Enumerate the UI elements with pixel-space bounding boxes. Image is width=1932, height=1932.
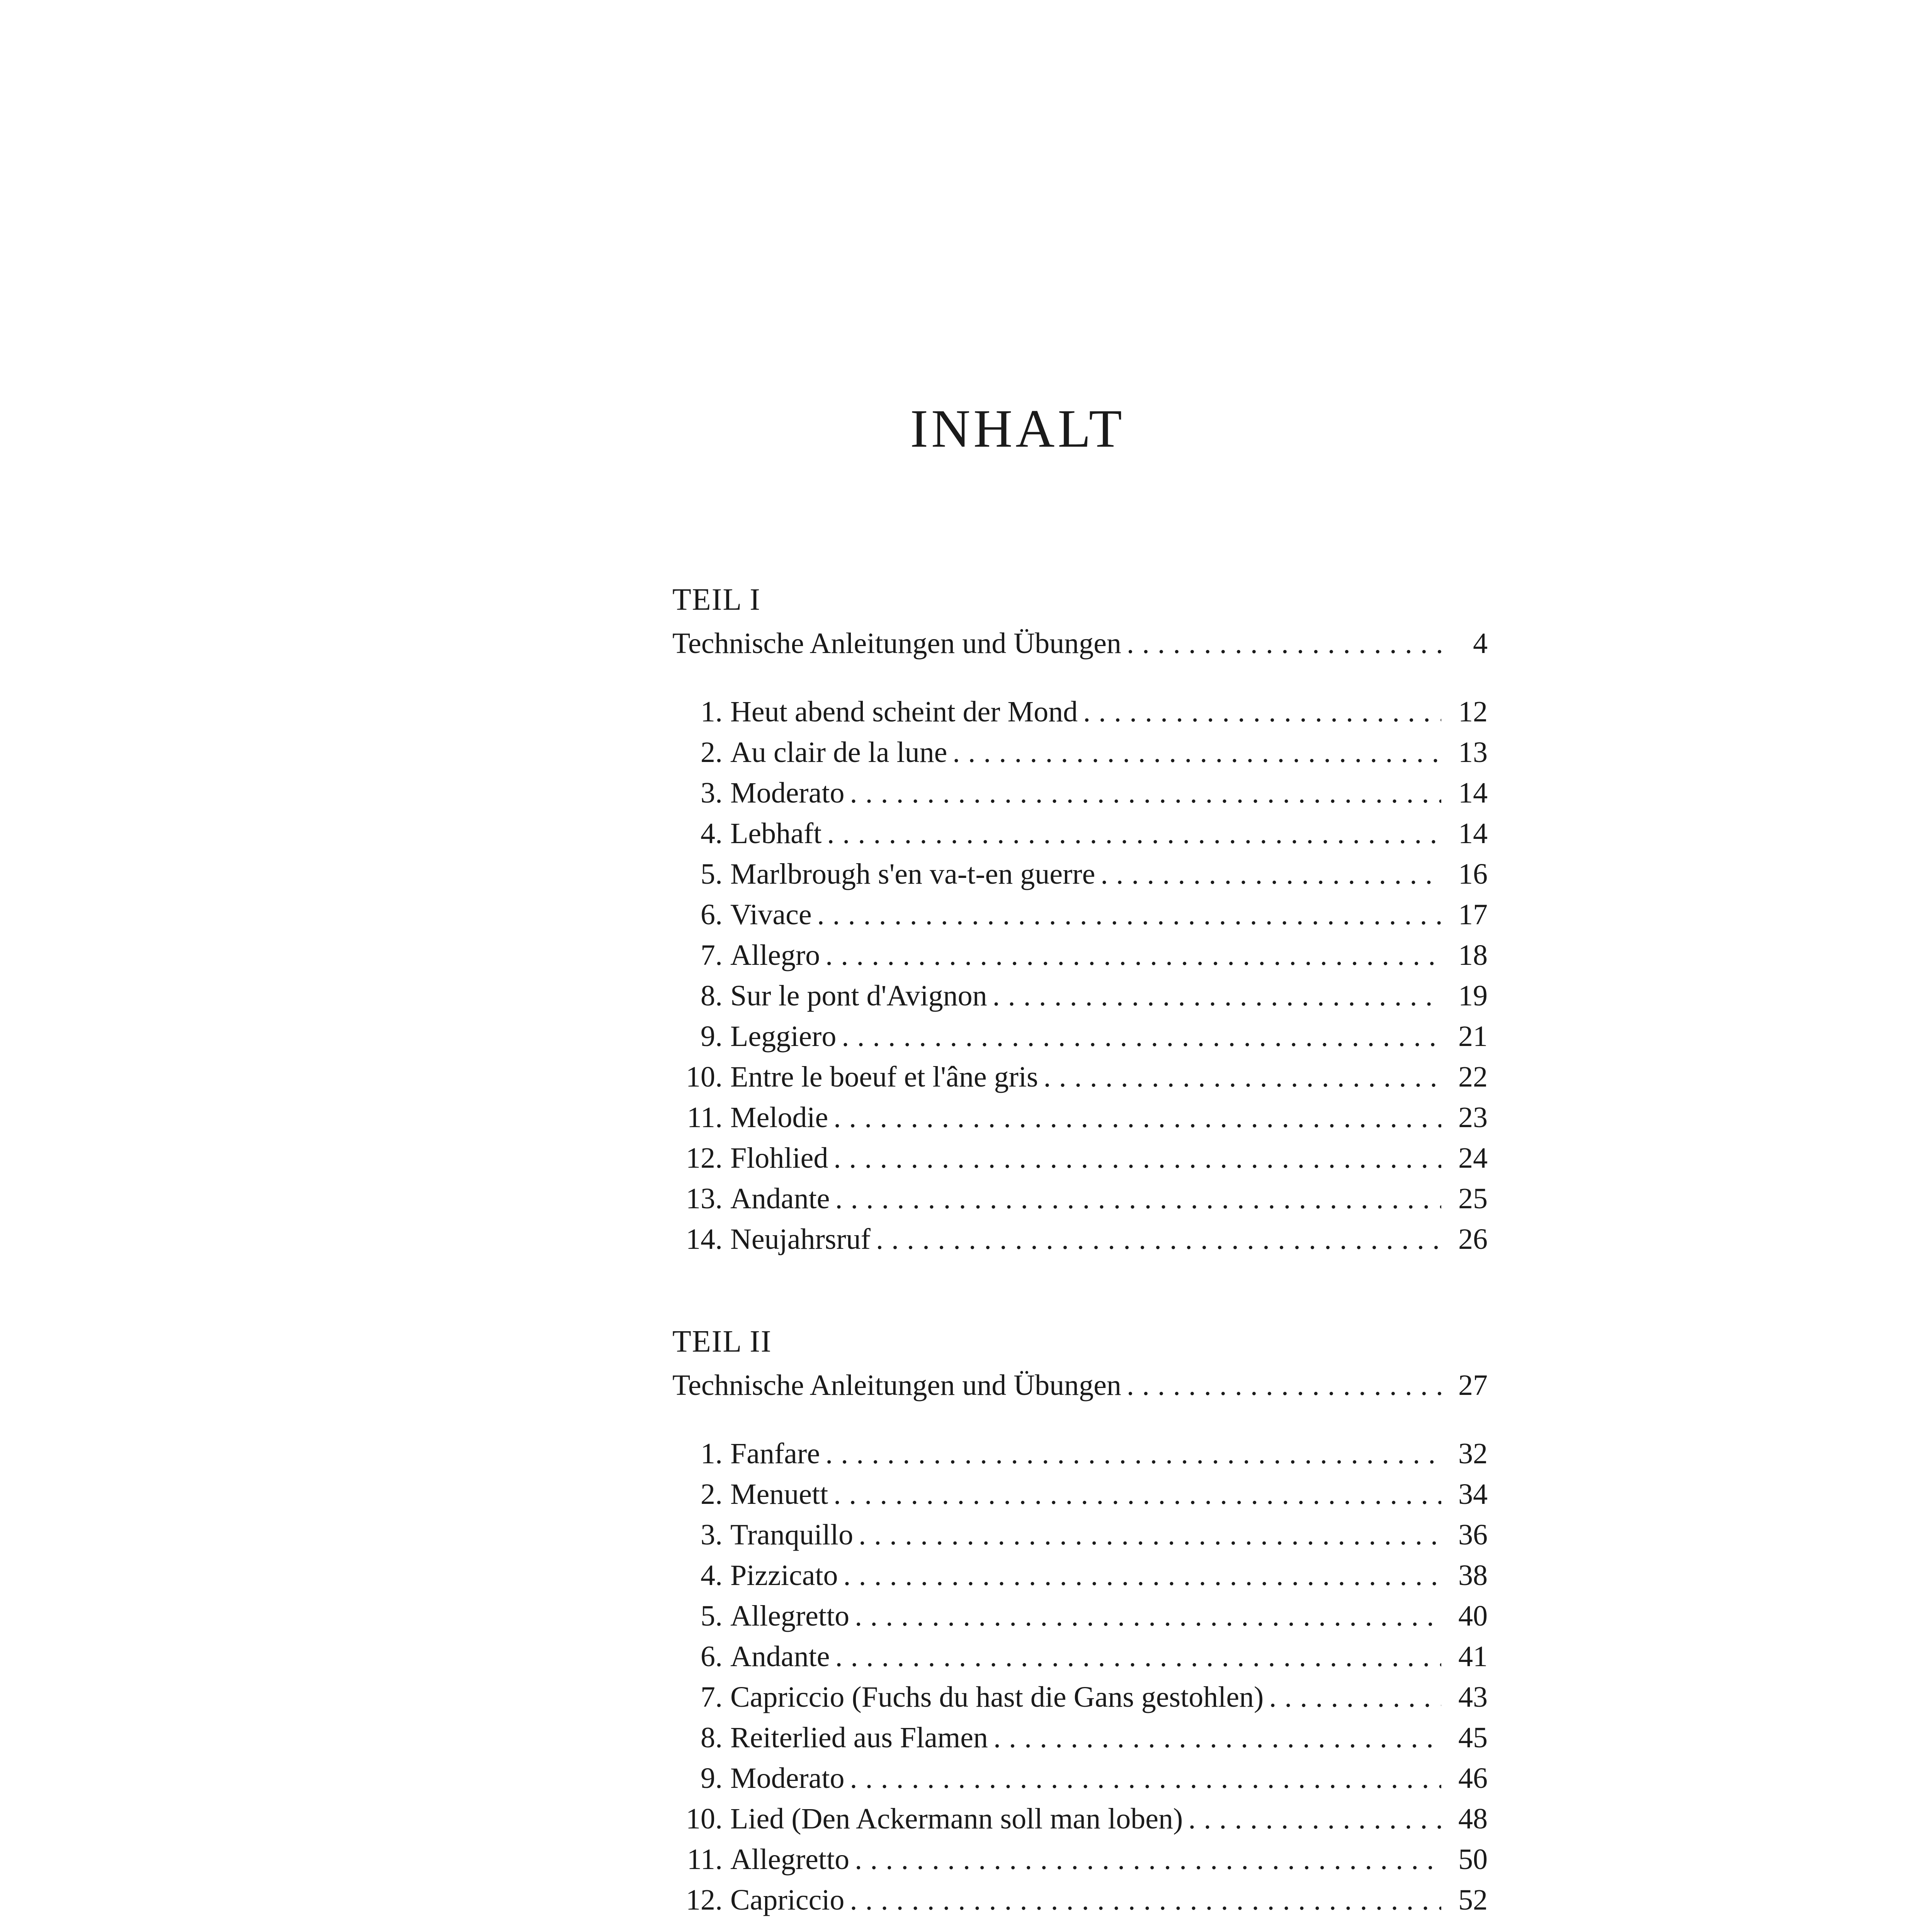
toc-entry-page: 40 (1458, 1600, 1488, 1632)
spacer (672, 664, 1488, 692)
toc-entry-row (672, 813, 1488, 854)
toc-entry-label: Allegretto (730, 1600, 850, 1632)
toc-entry-number: 4. (701, 817, 723, 850)
toc-entry-label: Technische Anleitungen und Übungen (672, 1369, 1121, 1401)
toc-entry-page: 19 (1458, 980, 1488, 1012)
toc-entry-number: 13. (686, 1182, 723, 1215)
toc-entry-page: 26 (1458, 1223, 1488, 1255)
toc-entry-page: 17 (1458, 898, 1488, 931)
toc-entry-row (672, 854, 1488, 895)
toc-entry-page: 46 (1458, 1762, 1488, 1794)
toc-entry-label: Allegretto (730, 1843, 850, 1876)
dot-leader (833, 1097, 1441, 1138)
toc-entry-row (672, 935, 1488, 976)
toc-entry-label: Reiterlied aus Flamen (730, 1721, 988, 1754)
toc-entry-page: 52 (1458, 1884, 1488, 1916)
toc-entry-page: 14 (1458, 777, 1488, 809)
toc-entry-page: 23 (1458, 1101, 1488, 1134)
toc-entry-page: 36 (1458, 1519, 1488, 1551)
toc-entry-row (672, 1138, 1488, 1179)
toc-entry-page: 24 (1458, 1142, 1488, 1174)
dot-leader (1083, 692, 1441, 732)
toc-entry-page: 21 (1458, 1020, 1488, 1053)
toc-entry-label: Lebhaft (730, 817, 822, 850)
toc-entry-row (672, 1718, 1488, 1758)
toc-entry-row (672, 1839, 1488, 1880)
toc-entry-page: 18 (1458, 939, 1488, 971)
table-of-contents (672, 580, 1488, 1920)
dot-leader (844, 1555, 1441, 1596)
dot-leader (1044, 1057, 1441, 1097)
toc-entry-row (672, 732, 1488, 773)
toc-entry-row (672, 1097, 1488, 1138)
toc-entry-row (672, 895, 1488, 935)
toc-entry-row (672, 1555, 1488, 1596)
spacer (672, 1406, 1488, 1434)
dot-leader (835, 1179, 1441, 1219)
toc-entry-number: 12. (686, 1884, 723, 1916)
toc-entry-page: 27 (1458, 1369, 1488, 1401)
toc-entry-number: 5. (701, 1600, 723, 1632)
toc-entry-page: 14 (1458, 817, 1488, 850)
toc-entry-row (672, 1880, 1488, 1920)
toc-entry-label: Menuett (730, 1478, 828, 1510)
toc-entry-row (672, 773, 1488, 813)
toc-entry-number: 7. (701, 939, 723, 971)
dot-leader (850, 1758, 1441, 1799)
dot-leader (825, 935, 1441, 976)
toc-entry-row (672, 1179, 1488, 1219)
toc-entry-page: 4 (1473, 627, 1488, 660)
dot-leader (817, 895, 1441, 935)
spacer (672, 1260, 1488, 1321)
dot-leader (855, 1596, 1441, 1636)
toc-entry-page: 12 (1458, 696, 1488, 728)
toc-part-1 (672, 580, 1488, 1260)
toc-entry-number: 3. (701, 1519, 723, 1551)
dot-leader (993, 976, 1441, 1016)
toc-part-2 (672, 1321, 1488, 1920)
toc-entry-number: 8. (701, 1721, 723, 1754)
toc-entry-label: Moderato (730, 1762, 845, 1794)
dot-leader (859, 1515, 1441, 1555)
toc-entry-number: 5. (701, 858, 723, 890)
toc-entry-page: 45 (1458, 1721, 1488, 1754)
toc-entry-number: 14. (686, 1223, 723, 1255)
dot-leader (850, 1880, 1441, 1920)
toc-entry-label: Andante (730, 1640, 830, 1673)
dot-leader (993, 1718, 1441, 1758)
dot-leader (1127, 623, 1441, 664)
toc-entry-number: 1. (701, 1437, 723, 1470)
toc-entry-row (672, 1636, 1488, 1677)
toc-entry-number: 10. (686, 1803, 723, 1835)
toc-entry-number: 11. (687, 1843, 723, 1876)
toc-entry-label: Tranquillo (730, 1519, 854, 1551)
toc-entry-number: 12. (686, 1142, 723, 1174)
toc-entry-page: 38 (1458, 1559, 1488, 1592)
toc-entry-row (672, 1596, 1488, 1636)
toc-entry-row (672, 1219, 1488, 1260)
dot-leader (842, 1016, 1441, 1057)
toc-entry-page: 22 (1458, 1061, 1488, 1093)
toc-entry-label: Marlbrough s'en va-t-en guerre (730, 858, 1095, 890)
dot-leader (825, 1434, 1441, 1474)
toc-entry-label: Fanfare (730, 1437, 820, 1470)
toc-entry-page: 50 (1458, 1843, 1488, 1876)
toc-entry-row (672, 1434, 1488, 1474)
toc-entry-row (672, 1057, 1488, 1097)
toc-entry-label: Sur le pont d'Avignon (730, 980, 987, 1012)
toc-entry-number: 3. (701, 777, 723, 809)
toc-intro-row (672, 623, 1488, 664)
dot-leader (1188, 1799, 1441, 1839)
toc-entry-list (672, 692, 1488, 1260)
dot-leader (835, 1636, 1441, 1677)
toc-entry-label: Lied (Den Ackermann soll man loben) (730, 1803, 1183, 1835)
toc-entry-page: 41 (1458, 1640, 1488, 1673)
dot-leader (1127, 1365, 1441, 1406)
toc-entry-page: 16 (1458, 858, 1488, 890)
toc-entry-page: 13 (1458, 736, 1488, 769)
page-title: INHALT (910, 399, 1125, 459)
toc-entry-row (672, 1677, 1488, 1718)
toc-entry-row (672, 1515, 1488, 1555)
toc-entry-number: 2. (701, 1478, 723, 1510)
toc-entry-label: Entre le boeuf et l'âne gris (730, 1061, 1038, 1093)
toc-entry-label: Leggiero (730, 1020, 837, 1053)
toc-entry-label: Technische Anleitungen und Übungen (672, 627, 1121, 660)
toc-entry-number: 2. (701, 736, 723, 769)
dot-leader (850, 773, 1441, 813)
part-heading: TEIL I (672, 583, 761, 617)
dot-leader (855, 1839, 1441, 1880)
toc-entry-number: 6. (701, 1640, 723, 1673)
toc-intro-row (672, 1365, 1488, 1406)
toc-entry-number: 1. (701, 696, 723, 728)
dot-leader (1100, 854, 1441, 895)
toc-entry-row (672, 692, 1488, 732)
toc-entry-number: 6. (701, 898, 723, 931)
toc-entry-label: Heut abend scheint der Mond (730, 696, 1078, 728)
dot-leader (876, 1219, 1441, 1260)
toc-entry-page: 43 (1458, 1681, 1488, 1713)
toc-entry-label: Pizzicato (730, 1559, 838, 1592)
part-heading: TEIL II (672, 1325, 772, 1359)
toc-entry-page: 48 (1458, 1803, 1488, 1835)
toc-entry-label: Melodie (730, 1101, 828, 1134)
dot-leader (827, 813, 1441, 854)
toc-entry-row (672, 1799, 1488, 1839)
toc-entry-label: Andante (730, 1182, 830, 1215)
toc-entry-row (672, 1474, 1488, 1515)
toc-entry-label: Capriccio (730, 1884, 845, 1916)
dot-leader (833, 1138, 1441, 1179)
toc-entry-label: Vivace (730, 898, 812, 931)
toc-entry-number: 9. (701, 1762, 723, 1794)
toc-entry-row (672, 1758, 1488, 1799)
toc-entry-number: 4. (701, 1559, 723, 1592)
dot-leader (1269, 1677, 1441, 1718)
toc-entry-row (672, 1016, 1488, 1057)
toc-entry-number: 10. (686, 1061, 723, 1093)
toc-entry-number: 9. (701, 1020, 723, 1053)
toc-entry-label: Flohlied (730, 1142, 828, 1174)
toc-entry-label: Au clair de la lune (730, 736, 947, 769)
toc-entry-page: 25 (1458, 1182, 1488, 1215)
toc-entry-label: Allegro (730, 939, 820, 971)
toc-entry-page: 34 (1458, 1478, 1488, 1510)
toc-entry-number: 8. (701, 980, 723, 1012)
toc-entry-label: Neujahrsruf (730, 1223, 871, 1255)
dot-leader (833, 1474, 1441, 1515)
toc-entry-page: 32 (1458, 1437, 1488, 1470)
toc-entry-label: Moderato (730, 777, 845, 809)
toc-entry-number: 7. (701, 1681, 723, 1713)
dot-leader (952, 732, 1441, 773)
toc-entry-list (672, 1434, 1488, 1920)
toc-entry-label: Capriccio (Fuchs du hast die Gans gestohlen) (730, 1681, 1264, 1713)
toc-entry-row (672, 976, 1488, 1016)
toc-entry-number: 11. (687, 1101, 723, 1134)
